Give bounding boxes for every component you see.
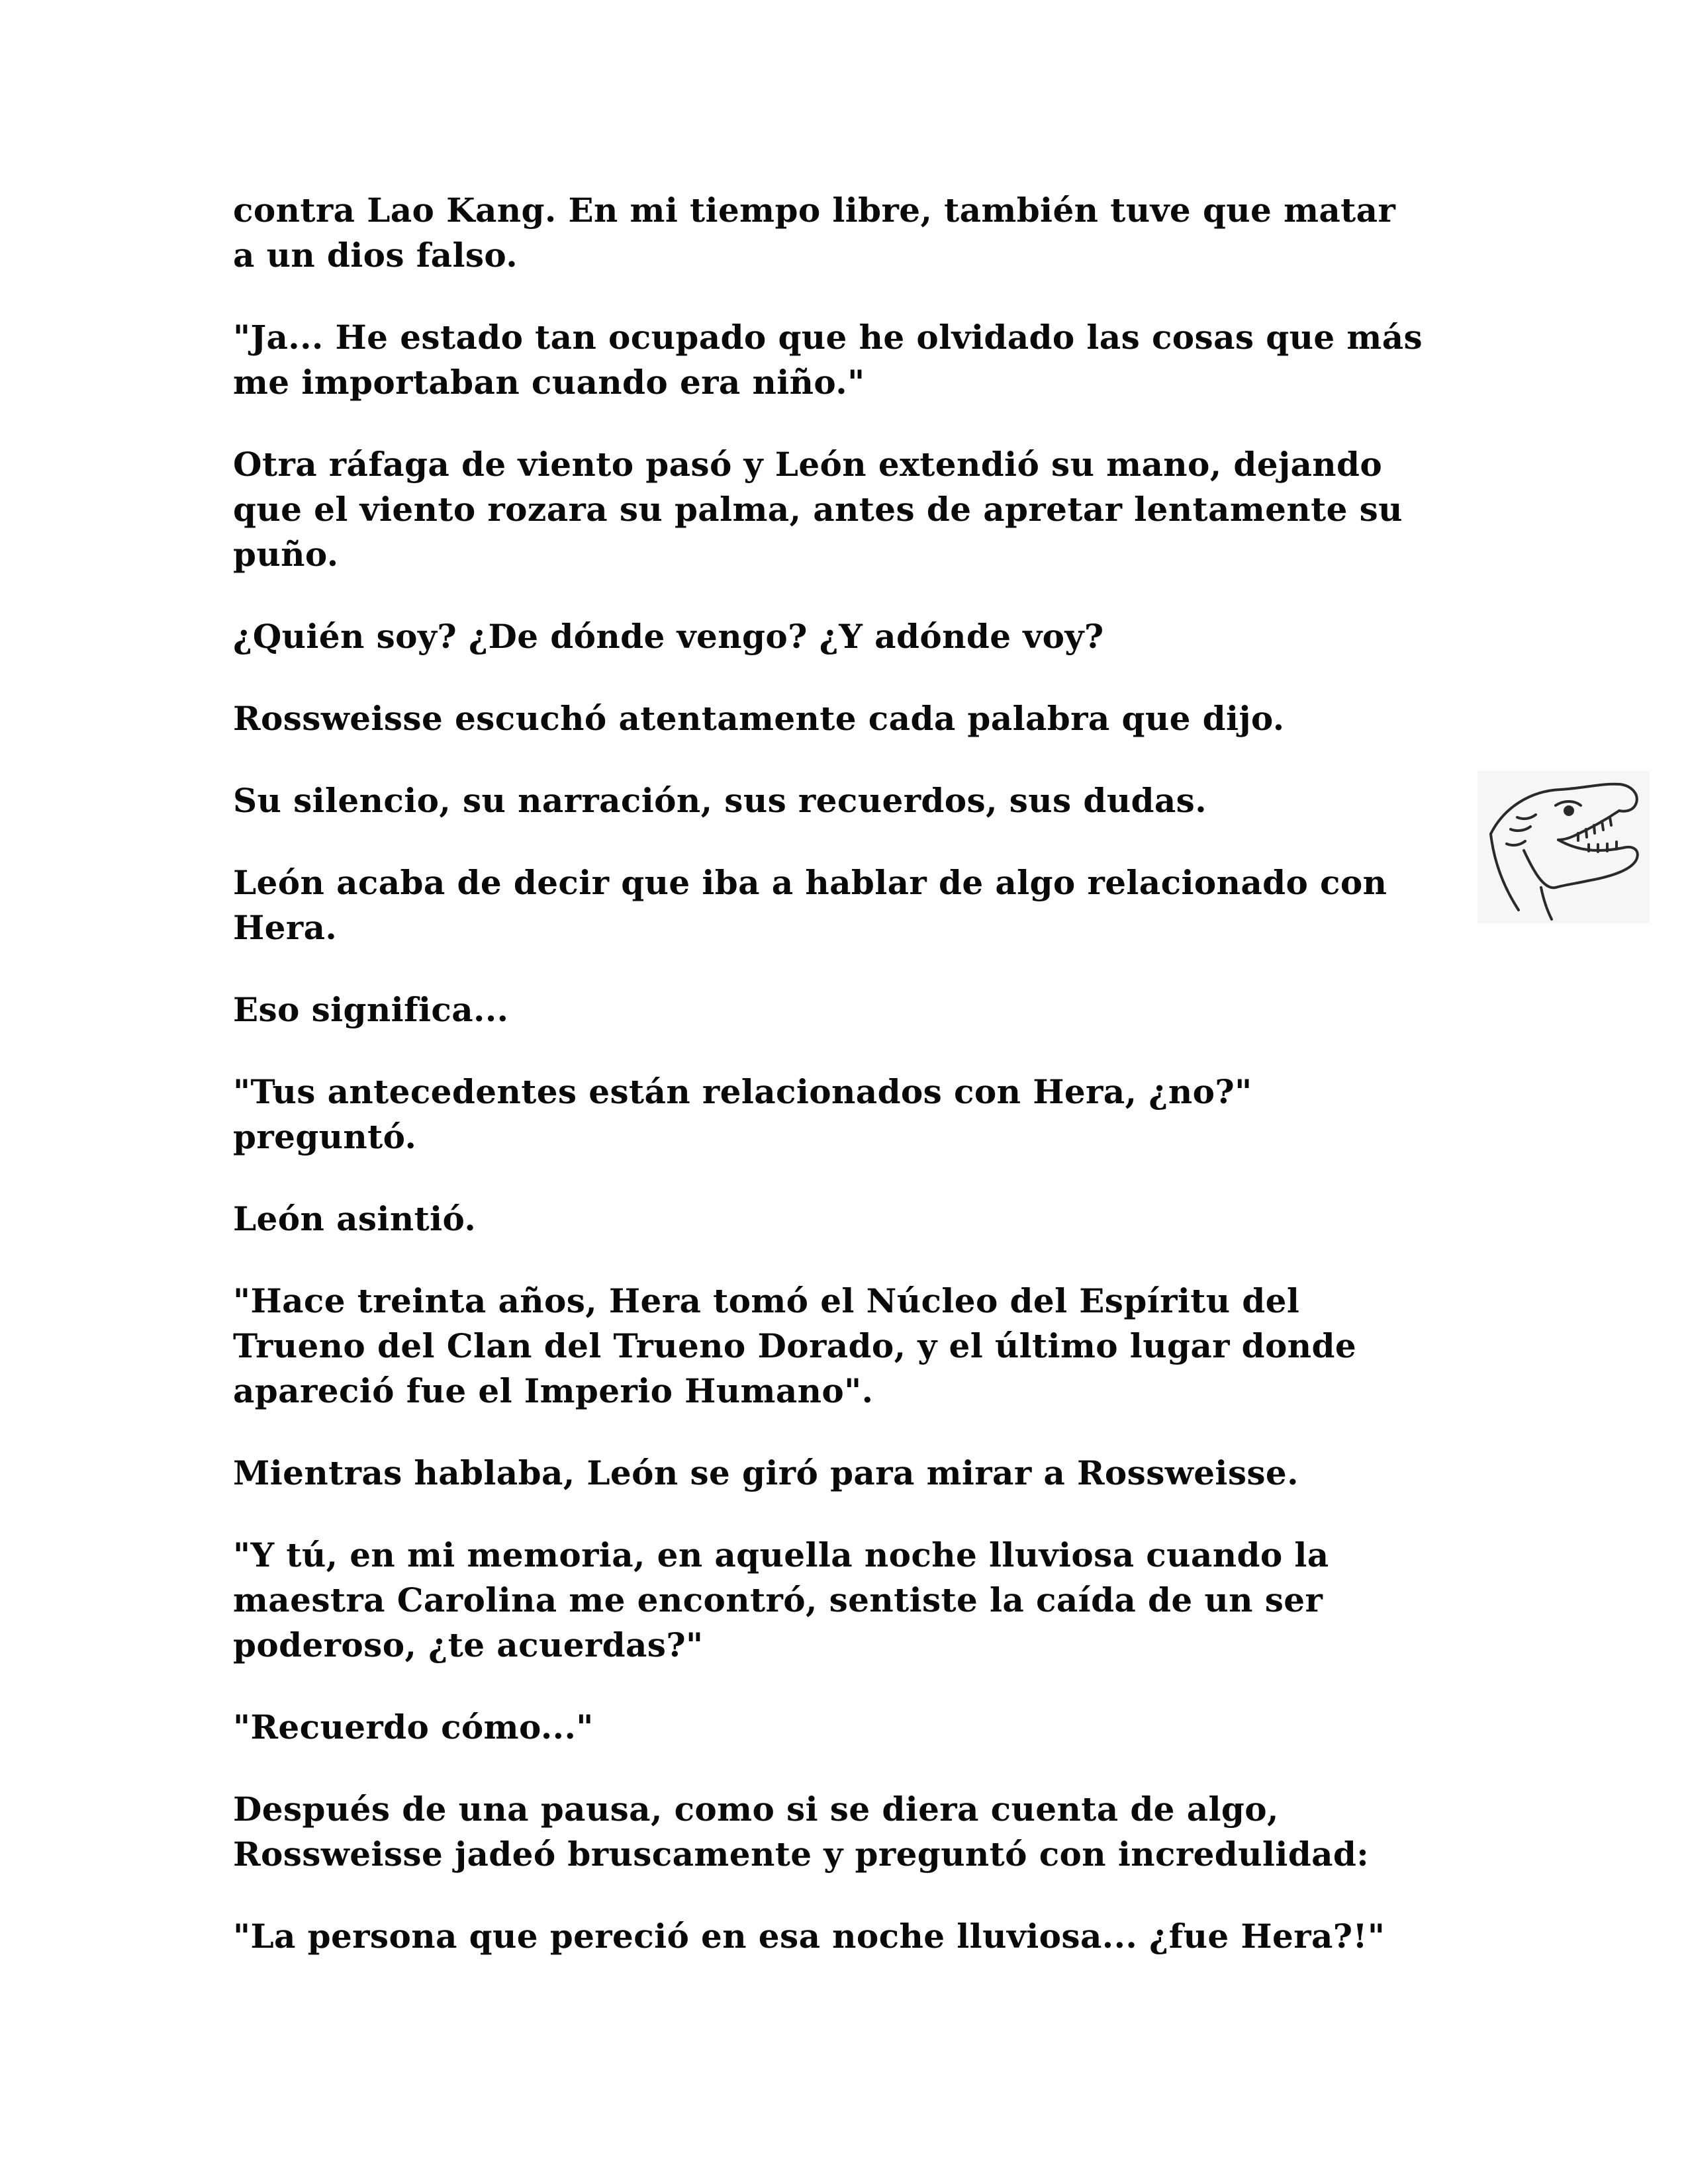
dinosaur-head-sketch-icon (1477, 771, 1650, 923)
paragraph: "Ja... He estado tan ocupado que he olvidado las cosas que más me importaban cuando era niño." (233, 318, 1423, 402)
paragraph: ¿Quién soy? ¿De dónde vengo? ¿Y adónde voy? (233, 617, 1104, 656)
paragraph: Otra ráfaga de viento pasó y León extendió su mano, dejando que el viento rozara su palma, antes de apretar lentamente su puño. (233, 445, 1403, 574)
paragraph: Rossweisse escuchó atentamente cada palabra que dijo. (233, 699, 1285, 738)
paragraph: "Recuerdo cómo..." (233, 1707, 594, 1747)
dinosaur-logo (1477, 771, 1650, 923)
paragraph: Eso significa... (233, 990, 509, 1029)
page-body (233, 188, 1464, 1959)
paragraph: contra Lao Kang. En mi tiempo libre, también tuve que matar a un dios falso. (233, 191, 1396, 275)
paragraph: "Hace treinta años, Hera tomó el Núcleo del Espíritu del Trueno del Clan del Trueno Dorado, y el último lugar donde apareció fue el Imperio Humano". (233, 1281, 1357, 1410)
paragraph: Mientras hablaba, León se giró para mirar a Rossweisse. (233, 1453, 1299, 1492)
paragraph: Después de una pausa, como si se diera cuenta de algo, Rossweisse jadeó bruscamente y preguntó con incredulidad: (233, 1790, 1370, 1874)
paragraph: León asintió. (233, 1199, 477, 1238)
paragraph: "La persona que pereció en esa noche lluviosa... ¿fue Hera?!" (233, 1917, 1385, 1956)
paragraph: "Tus antecedentes están relacionados con Hera, ¿no?" preguntó. (233, 1072, 1252, 1156)
paragraph: "Y tú, en mi memoria, en aquella noche lluviosa cuando la maestra Carolina me encontró, sentiste la caída de un ser poderoso, ¿te acuerdas?" (233, 1535, 1329, 1664)
paragraph: León acaba de decir que iba a hablar de algo relacionado con Hera. (233, 863, 1387, 947)
paragraph: Su silencio, su narración, sus recuerdos, sus dudas. (233, 781, 1207, 820)
